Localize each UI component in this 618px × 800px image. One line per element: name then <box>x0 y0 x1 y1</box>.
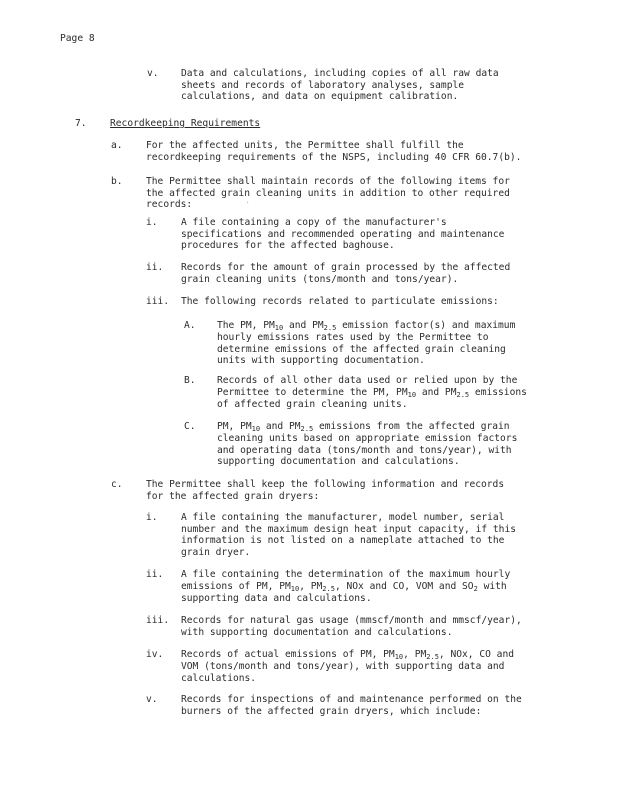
item-b-text: The Permittee shall maintain records of the following items for the affected grain cleaning units in addition to other required records: <box>146 176 510 211</box>
item-b-ii-label: ii. <box>146 262 164 273</box>
item-v-label: v. <box>147 68 159 79</box>
item-c-text: The Permittee shall keep the following information and records for the affected grain dryers: <box>146 479 505 502</box>
item-B-line1: Records of all other data used or relied upon by the <box>217 375 518 386</box>
item-C-label: C. <box>184 421 196 432</box>
item-A-label: A. <box>184 320 196 331</box>
item-A-line1: The PM, $PM_{10}$ and $PM_{2.5}$ emission factor(s) and maximum <box>217 320 516 332</box>
item-C-line1: PM, $PM_{10}$ and $PM_{2.5}$ emissions from the affected grain <box>217 421 510 433</box>
scan-dot: ' <box>246 201 250 208</box>
item-a-label: a. <box>111 140 123 151</box>
item-c-i-label: i. <box>146 512 158 523</box>
item-a-text: For the affected units, the Permittee shall fulfill the recordkeeping requirements of the NSPS, including 40 CFR 60.7(b). <box>146 140 522 163</box>
section-number: 7. <box>75 118 87 129</box>
item-c-iv-line1: Records of actual emissions of PM, $PM_{10}$, $PM_{2.5}$, NOx, CO and <box>181 649 515 661</box>
item-c-ii-line1: A file containing the determination of the maximum hourly <box>181 569 511 580</box>
item-b-i-text: A file containing a copy of the manufacturer's specifications and recommended operating and maintenance procedures for the affected baghouse. <box>181 217 505 252</box>
item-C-text: cleaning units based on appropriate emission factors and operating data (tons/month and tons/year), with supporting documentation and calculations. <box>217 433 518 468</box>
item-c-ii-label: ii. <box>146 569 164 580</box>
item-c-v-label: v. <box>146 694 158 705</box>
item-b-ii-text: Records for the amount of grain processed by the affected grain cleaning units (tons/month and tons/year). <box>181 262 511 285</box>
item-c-iv-label: iv. <box>146 649 164 660</box>
item-c-i-text: A file containing the manufacturer, model number, serial number and the maximum design heat input capacity, if this information is not listed on a nameplate attached to the grain dryer. <box>181 512 517 558</box>
item-B-line3: of affected grain cleaning units. <box>217 399 408 410</box>
item-b-iii-text: The following records related to particulate emissions: <box>181 296 499 307</box>
item-c-ii-line2: emissions of PM, $PM_{10}$, $PM_{2.5}$, NOx and CO, VOM and $SO_2$ with <box>181 581 507 593</box>
item-v-text: Data and calculations, including copies of all raw data sheets and records of laboratory analyses, sample calculations, and data on equipment calibration. <box>181 68 499 103</box>
item-c-iv-text: VOM (tons/month and tons/year), with supporting data and calculations. <box>181 661 505 684</box>
item-B-line2: Permittee to determine the PM, $PM_{10}$ and $PM_{2.5}$ emissions <box>217 387 527 399</box>
page-number: Page 8 <box>60 33 95 44</box>
item-b-iii-label: iii. <box>146 296 170 307</box>
section-heading: Recordkeeping Requirements <box>110 118 261 129</box>
item-b-label: b. <box>111 176 123 187</box>
item-c-label: c. <box>111 479 123 490</box>
item-B-label: B. <box>184 375 196 386</box>
item-c-iii-text: Records for natural gas usage (mmscf/month and mmscf/year), with supporting documentation and calculations. <box>181 615 522 638</box>
item-c-iii-label: iii. <box>146 615 170 626</box>
item-c-ii-line3: supporting data and calculations. <box>181 593 372 604</box>
item-A-text: hourly emissions rates used by the Permittee to determine emissions of the affected grain cleaning units with supporting documentation. <box>217 332 506 367</box>
item-b-i-label: i. <box>146 217 158 228</box>
item-c-v-text: Records for inspections of and maintenance performed on the burners of the affected grain dryers, which include: <box>181 694 522 717</box>
